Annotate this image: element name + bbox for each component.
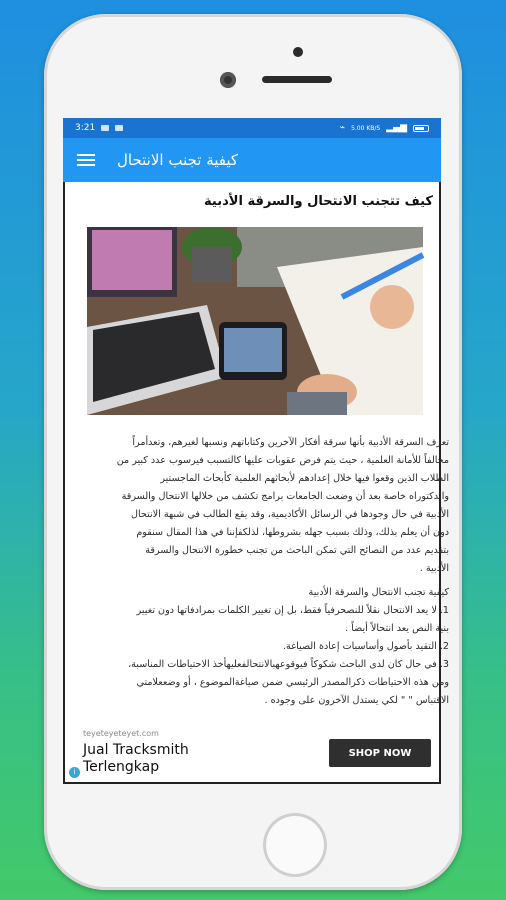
front-camera (220, 72, 236, 88)
body-line: تعرف السرقة الأدبية بأنها سرقة أفكار الآخرين وكتاباتهم ونسبها لغيرهم، وتعدأمراً (132, 437, 449, 448)
proximity-sensor (293, 47, 303, 57)
article-hero-image (87, 227, 423, 415)
hero-illustration (87, 227, 423, 415)
list-line: 3. في حال كان لدى الباحث شكوكاً فيوقوعهبالانتحالفعليهأخذ الاحتياطات المناسبة، (128, 659, 449, 670)
shop-now-button[interactable]: SHOP NOW (329, 739, 431, 767)
article-body (65, 434, 449, 710)
earpiece-speaker (262, 76, 332, 83)
ad-headline-line-1: Jual Tracksmith (83, 742, 189, 758)
list-line: بنية النص يعد انتحالاً أيضاً . (345, 623, 449, 634)
body-line: الأدبية في حال وجودها في الرسائل الأكاديمية، وقد يقع الطالب في شبهة الانتحال (131, 509, 449, 520)
message-icon (115, 125, 123, 131)
article-title: كيف تتجنب الانتحال والسرقة الأدبية (204, 194, 433, 209)
alarm-icon: ⌁ (339, 123, 346, 133)
list-line: ومن هذه الاحتياطات ذكرالمصدر الرئيسي ضمن صياغةالموضوع ، أو وضععلامتي (136, 677, 449, 688)
body-line: مخالفاً للأمانة العلمية ، حيث يتم فرض عقوبات عليها كالتسبب فيرسوب عدد كبير من (116, 455, 449, 466)
body-line: دون أن يعلم بذلك، وذلك بسبب جهله بشروطها، لذلكفإننا في هذا المقال سنقوم (136, 527, 449, 538)
status-bar (63, 118, 441, 138)
signal-icon: ▂▄▆ (386, 123, 407, 133)
adchoices-icon[interactable]: i (69, 767, 80, 778)
body-line: الأدبية . (419, 563, 449, 574)
cloud-icon (101, 125, 109, 131)
body-line: والدكتوراه خاصة بعد أن وضعت الجامعات برامج تكشف من خلالها الانتحال والسرقة (121, 491, 449, 502)
app-title: كيفية تجنب الانتحال (117, 151, 239, 169)
menu-icon[interactable] (77, 154, 95, 166)
status-time: 3:21 (75, 123, 96, 133)
battery-icon (413, 125, 429, 132)
ad-banner[interactable] (63, 723, 441, 784)
ad-headline[interactable] (83, 742, 189, 776)
ad-headline-line-2: Terlengkap (83, 759, 160, 775)
article-content[interactable] (63, 182, 449, 723)
list-line: 2. التقيد بأصول وأساسيات إعادة الصياغة. (282, 641, 449, 652)
ad-domain: teyeteyeteyet.com (83, 729, 159, 738)
list-line: الاقتباس " " لكي يستدل الآخرون على وجوده . (264, 695, 449, 706)
app-screen (63, 118, 449, 784)
app-toolbar (63, 138, 441, 182)
body-line: بتقديم عدد من النصائح التي تمكن الباحث من تجنب خطورة الانتحال والسرقة (145, 545, 449, 556)
body-line: الطلاب الذين وقعوا فيها خلال إعدادهم لأبحاثهم العلمية كأبحاث الماجستير (160, 473, 449, 484)
home-button[interactable] (263, 813, 327, 877)
network-speed: 5.00 KB/S (351, 124, 381, 132)
list-heading: كيفية تجنب الانتحال والسرقة الأدبية (308, 587, 449, 598)
list-line: 1. لا يعد الانتحال نقلاً للنصحرفياً فقط، بل إن تغيير الكلمات بمرادفاتها دون تغيير (136, 605, 449, 616)
